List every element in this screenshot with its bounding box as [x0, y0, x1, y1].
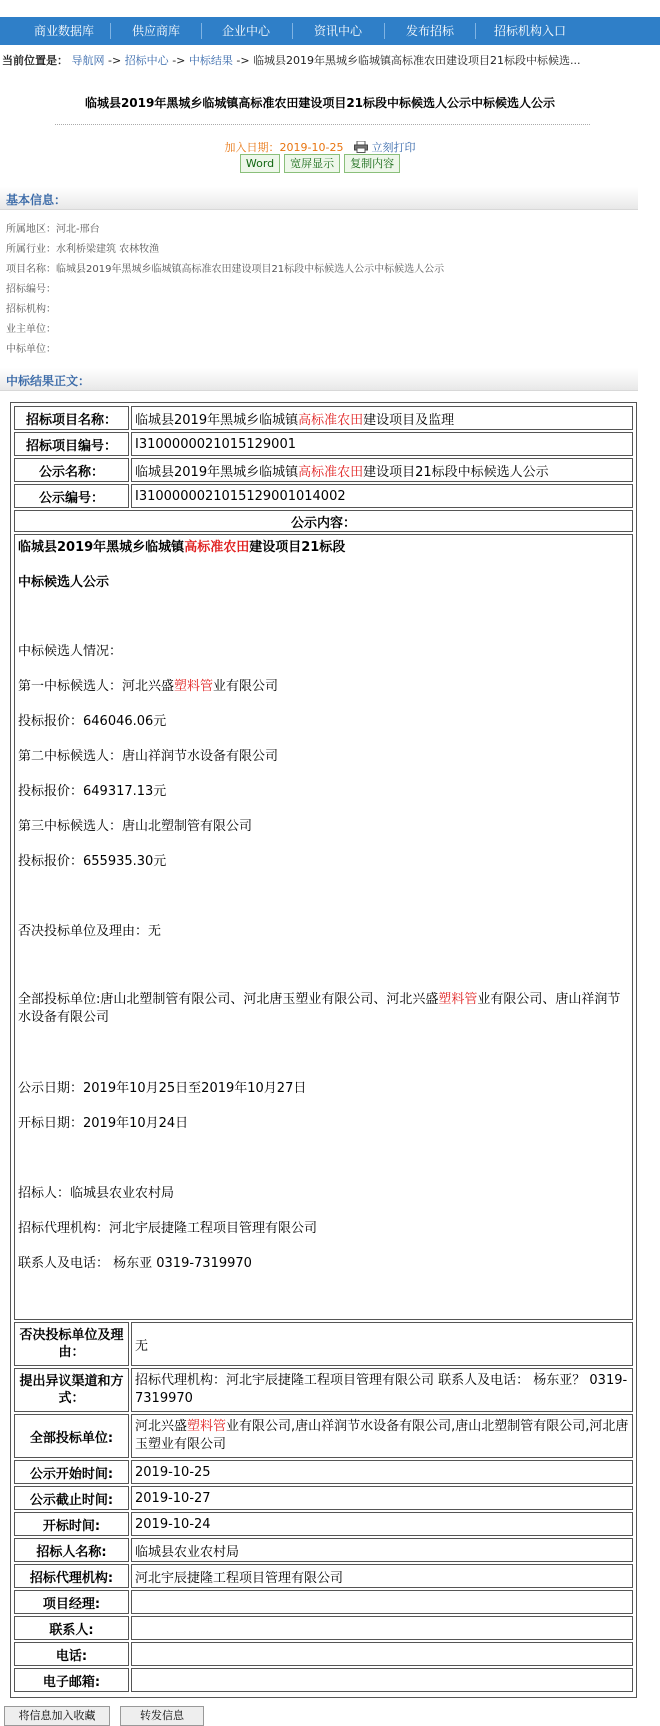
content-open-date: 开标日期：2019年10月24日 [18, 1116, 189, 1131]
label-notice-number: 公示编号： [14, 484, 129, 508]
breadcrumb-label: 当前位置是： [2, 54, 68, 67]
info-project-name: 项目名称：临城县2019年黑城乡临城镇高标准农田建设项目21标段中标候选人公示中标候选人公示 [6, 264, 445, 275]
info-winner: 中标单位： [6, 344, 56, 355]
label-contact: 联系人: [14, 1616, 129, 1640]
basic-info-title: 基本信息： [6, 193, 67, 207]
value-project-number: I3100000021015129001 [131, 432, 633, 456]
breadcrumb-arrow: -> [108, 54, 125, 67]
content-situation: 中标候选人情况： [18, 644, 123, 659]
nav-separator [384, 23, 385, 39]
basic-info-header [0, 187, 638, 210]
content-notice-date: 公示日期：2019年10月25日至2019年10月27日 [18, 1081, 307, 1096]
result-header [0, 368, 638, 391]
text: 全部投标单位:唐山北塑制管有限公司、河北唐玉塑业有限公司、河北兴盛 [18, 992, 439, 1007]
value-manager [131, 1590, 633, 1614]
add-favorite-button[interactable]: 将信息加入收藏 [4, 1706, 110, 1726]
content-heading [18, 539, 345, 557]
breadcrumb [2, 52, 581, 68]
added-date: 加入日期：2019-10-25 [224, 141, 344, 154]
breadcrumb-link-results[interactable]: 中标结果 [188, 54, 233, 67]
text: 临城县2019年黑城乡临城镇 [135, 464, 299, 480]
text: 临城县2019年黑城乡临城镇 [18, 540, 185, 555]
widescreen-button[interactable]: 宽屏显示 [284, 154, 340, 173]
result-title: 中标结果正文： [6, 374, 91, 388]
label-project-name: 招标项目名称： [14, 406, 129, 430]
value-contact [131, 1616, 633, 1640]
text: 建设项目21标段中标候选人公示 [363, 464, 549, 480]
value-notice-end: 2019-10-27 [131, 1486, 633, 1510]
value-phone [131, 1642, 633, 1666]
label-open-time: 开标时间: [14, 1512, 129, 1536]
nav-item-enterprise[interactable]: 企业中心 [221, 24, 270, 38]
nav-item-commerce-db[interactable]: 商业数据库 [33, 24, 94, 38]
value-notice-start: 2019-10-25 [131, 1460, 633, 1484]
info-owner: 业主单位： [6, 324, 56, 335]
info-bid-number: 招标编号： [6, 284, 56, 295]
text: 业有限公司,唐山祥润节水设备有限公司,唐山北塑制管有限公司,河北唐玉塑业有限公司 [135, 1419, 629, 1452]
value-email [131, 1668, 633, 1692]
text: 建设项目21标段 [249, 540, 346, 555]
page-title: 临城县2019年黑城乡临城镇高标准农田建设项目21标段中标候选人公示中标候选人公示 [84, 96, 556, 110]
text: 第一中标候选人：河北兴盛 [18, 679, 175, 694]
top-nav [0, 17, 660, 45]
nav-item-suppliers[interactable]: 供应商库 [131, 24, 180, 38]
meta-row [0, 139, 640, 155]
label-agency: 招标代理机构: [14, 1564, 129, 1588]
value-reject: 无 [131, 1322, 633, 1366]
breadcrumb-arrow: -> [172, 54, 189, 67]
value-all-bidders-text [135, 1418, 632, 1454]
nav-separator [201, 23, 202, 39]
content-candidate1 [18, 678, 278, 696]
label-email: 电子邮箱: [14, 1668, 129, 1692]
content-candidate2: 第二中标候选人：唐山祥润节水设备有限公司 [18, 749, 279, 764]
breadcrumb-link-home[interactable]: 导航网 [71, 54, 105, 67]
value-open-time: 2019-10-24 [131, 1512, 633, 1536]
title-divider [55, 124, 590, 125]
label-notice-end: 公示截止时间: [14, 1486, 129, 1510]
text: 业有限公司、唐山祥润节水设备有限公司 [18, 992, 621, 1025]
info-bid-agency: 招标机构： [6, 304, 56, 315]
text: 河北兴盛 [135, 1419, 188, 1434]
text: 业有限公司 [213, 679, 279, 694]
label-reject: 否决投标单位及理由： [14, 1322, 129, 1366]
action-buttons [0, 154, 640, 173]
value-agency: 河北宇辰捷隆工程项目管理有限公司 [131, 1564, 633, 1588]
label-manager: 项目经理: [14, 1590, 129, 1614]
label-all-bidders: 全部投标单位: [14, 1414, 129, 1458]
label-objection: 提出异议渠道和方式： [14, 1368, 129, 1412]
forward-button[interactable]: 转发信息 [120, 1706, 204, 1726]
nav-separator [475, 23, 476, 39]
text: 临城县2019年黑城乡临城镇 [135, 412, 299, 428]
notice-content [14, 534, 633, 1320]
highlight: 塑料管 [187, 1419, 227, 1434]
content-all-bidders [18, 991, 630, 1027]
value-tenderer: 临城县农业农村局 [131, 1538, 633, 1562]
highlight: 高标准农田 [298, 464, 364, 480]
nav-item-publish[interactable]: 发布招标 [405, 24, 454, 38]
breadcrumb-current: 临城县2019年黑城乡临城镇高标准农田建设项目21标段中标候选... [253, 54, 581, 67]
label-project-number: 招标项目编号： [14, 432, 129, 456]
content-price3: 投标报价：655935.30元 [18, 854, 167, 869]
info-industry: 所属行业：水利桥梁建筑 农林牧渔 [6, 244, 160, 255]
info-region: 所属地区：河北-邢台 [6, 224, 100, 235]
content-tenderer: 招标人：临城县农业农村局 [18, 1186, 175, 1201]
content-price2: 投标报价：649317.13元 [18, 784, 167, 799]
highlight: 高标准农田 [184, 540, 250, 555]
content-candidate3: 第三中标候选人：唐山北塑制管有限公司 [18, 819, 253, 834]
value-notice-number: I3100000021015129001014002 [131, 484, 633, 508]
nav-separator [292, 23, 293, 39]
content-heading2: 中标候选人公示 [18, 575, 110, 590]
value-project-name [131, 406, 633, 430]
highlight: 塑料管 [438, 992, 478, 1007]
highlight: 高标准农田 [298, 412, 364, 428]
highlight: 塑料管 [174, 679, 214, 694]
label-notice-name: 公示名称： [14, 458, 129, 482]
printer-icon[interactable] [354, 141, 368, 153]
content-contact: 联系人及电话： 杨东亚 0319-7319970 [18, 1256, 252, 1271]
copy-content-button[interactable]: 复制内容 [344, 154, 400, 173]
nav-item-agency-entry[interactable]: 招标机构入口 [493, 24, 566, 38]
content-label: 公示内容： [14, 510, 633, 532]
label-tenderer: 招标人名称: [14, 1538, 129, 1562]
value-objection: 招标代理机构：河北宇辰捷隆工程项目管理有限公司 联系人及电话： 杨东亚？ 0319-7319970 [131, 1368, 633, 1412]
breadcrumb-arrow: -> [236, 54, 254, 67]
value-notice-name [131, 458, 633, 482]
breadcrumb-link-bidding[interactable]: 招标中心 [124, 54, 169, 67]
nav-separator [110, 23, 111, 39]
result-frame [10, 402, 637, 1698]
text: 建设项目及监理 [363, 412, 455, 428]
label-notice-start: 公示开始时间: [14, 1460, 129, 1484]
value-all-bidders [131, 1414, 633, 1458]
label-phone: 电话: [14, 1642, 129, 1666]
content-reject: 否决投标单位及理由：无 [18, 924, 162, 939]
print-link[interactable]: 立刻打印 [371, 141, 416, 154]
nav-item-news[interactable]: 资讯中心 [313, 24, 362, 38]
content-price1: 投标报价：646046.06元 [18, 714, 167, 729]
word-button[interactable]: Word [240, 154, 280, 173]
content-agency: 招标代理机构：河北宇辰捷隆工程项目管理有限公司 [18, 1221, 318, 1236]
